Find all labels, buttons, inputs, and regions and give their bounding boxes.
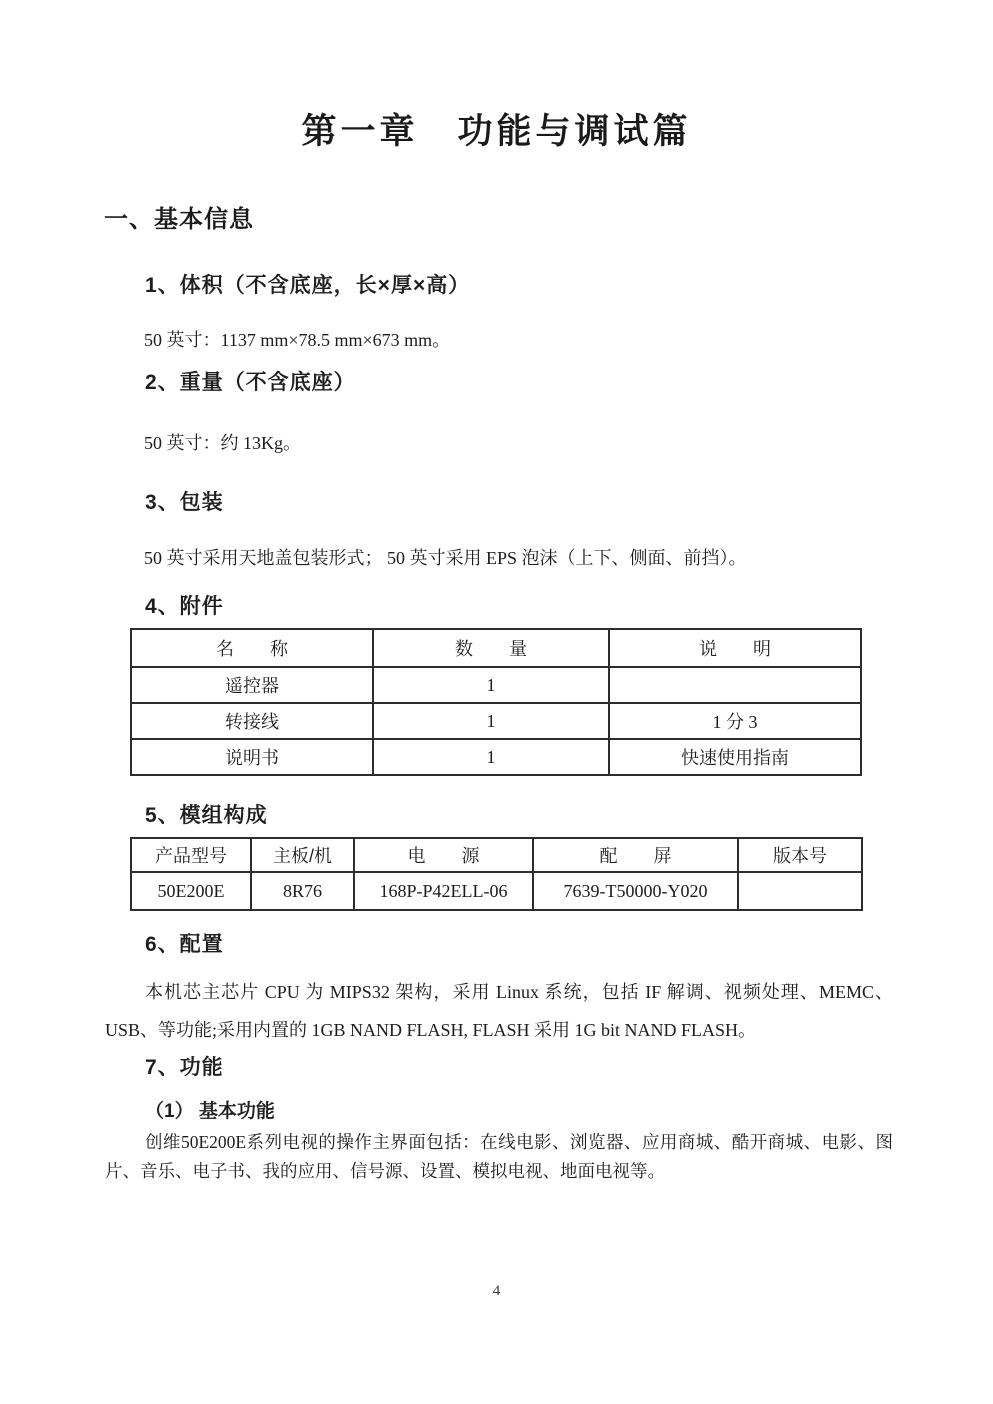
page-number: 4 (492, 1283, 501, 1299)
module-header-board: 主板/机 (251, 838, 354, 872)
accessory-name: 遥控器 (131, 667, 373, 703)
config-paragraph: 本机芯主芯片 CPU 为 MIPS32 架构，采用 Linux 系统，包括 IF 解调、视频处理、MEMC、USB、等功能;采用内置的 1GB NAND FLASH, FLASH 采用 1G bit NAND FLASH。 (105, 982, 893, 1040)
module-version (738, 872, 862, 910)
module-table (130, 837, 863, 911)
accessory-qty: 1 (373, 703, 609, 739)
accessory-note (609, 667, 861, 703)
accessory-qty: 1 (373, 667, 609, 703)
accessories-table (130, 628, 862, 776)
module-header-power: 电 源 (354, 838, 533, 872)
heading-module: 5、模组构成 (145, 804, 268, 827)
accessory-qty: 1 (373, 739, 609, 775)
module-panel: 7639-T50000-Y020 (533, 872, 738, 910)
heading-accessories: 4、附件 (145, 595, 224, 618)
module-header-version: 版本号 (738, 838, 862, 872)
table-row (131, 703, 861, 739)
accessories-header-name: 名 称 (131, 629, 373, 667)
volume-text: 50 英寸：1137 mm×78.5 mm×673 mm。 (144, 330, 451, 350)
accessories-table-header-row (131, 629, 861, 667)
table-row (131, 667, 861, 703)
heading-packaging: 3、包装 (145, 491, 224, 514)
chapter-title: 第一章 功能与调试篇 (301, 112, 692, 151)
features-paragraph: 创维50E200E系列电视的操作主界面包括：在线电影、浏览器、应用商城、酷开商城、电影、图片、音乐、电子书、我的应用、信号源、设置、模拟电视、地面电视等。 (105, 1132, 893, 1181)
heading-features: 7、功能 (145, 1056, 224, 1079)
accessory-note: 快速使用指南 (609, 739, 861, 775)
accessory-name: 转接线 (131, 703, 373, 739)
section-heading-basic-info: 一、基本信息 (104, 206, 254, 233)
heading-volume: 1、体积（不含底座，长×厚×高） (145, 274, 471, 297)
table-row (131, 739, 861, 775)
accessory-name: 说明书 (131, 739, 373, 775)
heading-config: 6、配置 (145, 933, 224, 956)
accessories-header-qty: 数 量 (373, 629, 609, 667)
table-row (131, 872, 862, 910)
module-board: 8R76 (251, 872, 354, 910)
module-power: 168P-P42ELL-06 (354, 872, 533, 910)
module-header-model: 产品型号 (131, 838, 251, 872)
subheading-basic-functions: （1） 基本功能 (145, 1101, 275, 1122)
module-model: 50E200E (131, 872, 251, 910)
weight-text: 50 英寸：约 13Kg。 (144, 433, 301, 453)
packaging-text: 50 英寸采用天地盖包装形式； 50 英寸采用 EPS 泡沫（上下、侧面、前挡）。 (144, 548, 747, 568)
accessories-header-note: 说 明 (609, 629, 861, 667)
heading-weight: 2、重量（不含底座） (145, 371, 356, 394)
accessory-note: 1 分 3 (609, 703, 861, 739)
module-table-header-row (131, 838, 862, 872)
module-header-panel: 配 屏 (533, 838, 738, 872)
